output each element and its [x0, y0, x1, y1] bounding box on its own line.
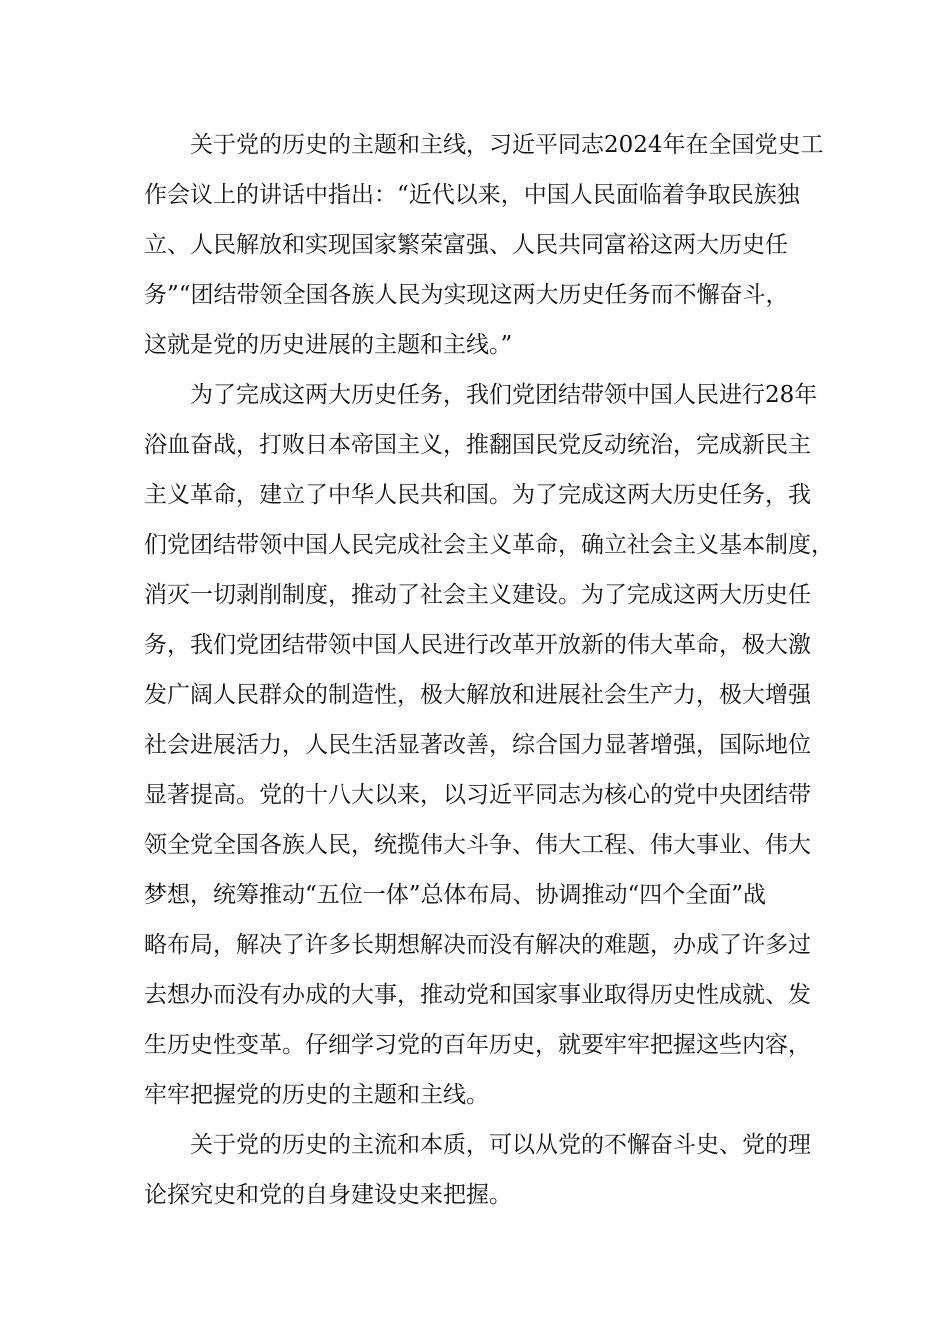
text-line: 领全党全国各族人民，统揽伟大斗争、伟大工程、伟大事业、伟大 — [144, 832, 811, 858]
text-line: 牢牢把握党的历史的主题和主线。 — [144, 1082, 489, 1108]
text-line: 主义革命，建立了中华人民共和国。为了完成这两大历史任务，我 — [144, 482, 811, 508]
text-line: 这就是党的历史进展的主题和主线。” — [144, 332, 513, 358]
text-line: 作会议上的讲话中指出：“近代以来，中国人民面临着争取民族独 — [144, 182, 800, 208]
text-line: 浴血奋战，打败日本帝国主义，推翻国民党反动统治，完成新民主 — [144, 432, 811, 458]
text-line: 梦想，统筹推动“五位一体”总体布局、协调推动“四个全面”战 — [144, 882, 767, 908]
text-line: 立、人民解放和实现国家繁荣富强、人民共同富裕这两大历史任 — [144, 232, 788, 258]
text-line: 为了完成这两大历史任务，我们党团结带领中国人民进行28年 — [190, 382, 818, 408]
text-line: 发广阔人民群众的制造性，极大解放和进展社会生产力，极大增强 — [144, 682, 811, 708]
text-line: 生历史性变革。仔细学习党的百年历史，就要牢牢把握这些内容， — [144, 1032, 811, 1058]
text-line: 务”“团结带领全国各族人民为实现这两大历史任务而不懈奋斗， — [144, 282, 789, 308]
text-line: 关于党的历史的主流和本质，可以从党的不懈奋斗史、党的理 — [190, 1132, 811, 1158]
text-line: 去想办而没有办成的大事，推动党和国家事业取得历史性成就、发 — [144, 982, 811, 1008]
paragraph-1 — [144, 120, 824, 370]
text-line: 显著提高。党的十八大以来，以习近平同志为核心的党中央团结带 — [144, 782, 811, 808]
text-line: 们党团结带领中国人民完成社会主义革命，确立社会主义基本制度， — [144, 532, 834, 558]
text-line: 略布局，解决了许多长期想解决而没有解决的难题，办成了许多过 — [144, 932, 811, 958]
text-line: 务，我们党团结带领中国人民进行改革开放新的伟大革命，极大激 — [144, 632, 811, 658]
paragraph-2 — [144, 370, 834, 1120]
text-line: 论探究史和党的自身建设史来把握。 — [144, 1182, 512, 1208]
document-body — [144, 120, 834, 1220]
text-line: 社会进展活力，人民生活显著改善，综合国力显著增强，国际地位 — [144, 732, 811, 758]
text-line: 关于党的历史的主题和主线，习近平同志2024年在全国党史工 — [190, 132, 824, 158]
paragraph-3 — [144, 1120, 810, 1220]
text-line: 消灭一切剥削制度，推动了社会主义建设。为了完成这两大历史任 — [144, 582, 811, 608]
